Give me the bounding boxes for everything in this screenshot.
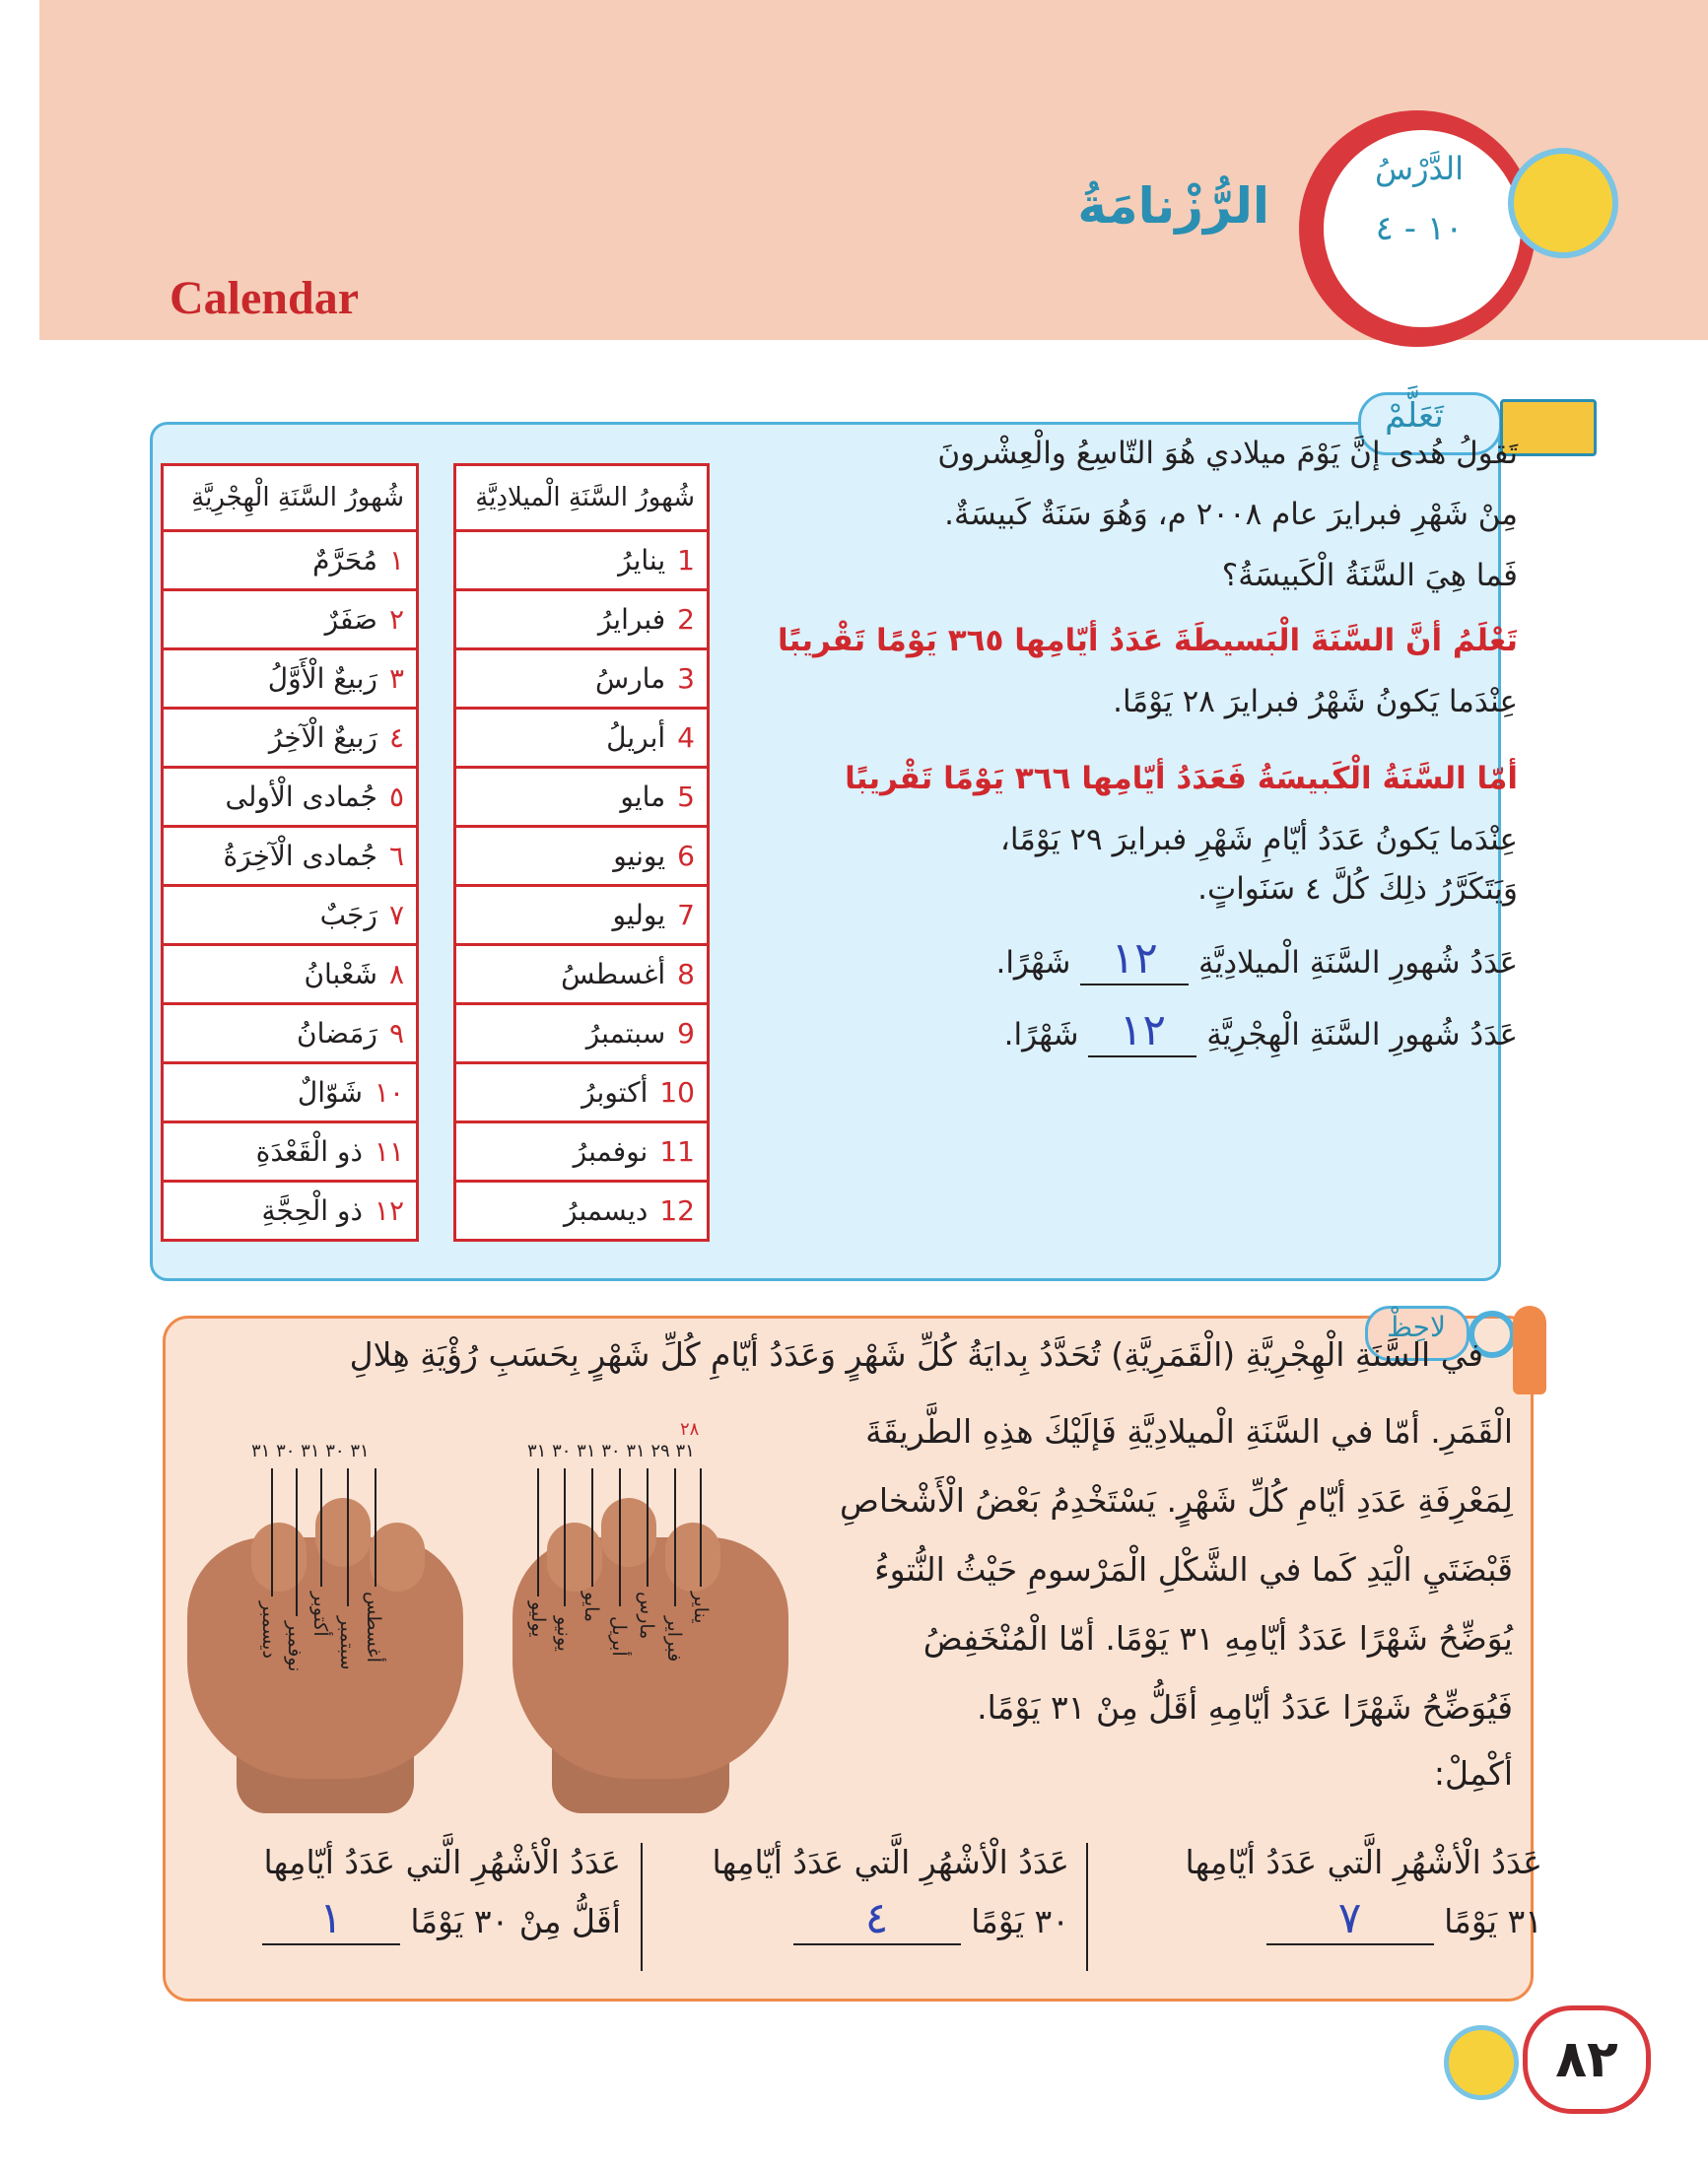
table-row: ٦جُمادى الْآخِرَةُ <box>163 827 418 886</box>
hijri-count-line <box>1004 1005 1518 1057</box>
left-knuckle <box>370 1523 425 1592</box>
lesson-number: ١٠ - ٤ <box>1375 209 1464 248</box>
hijri-count-prompt: عَدَدُ شُهورِ السَّنَةِ الْهِجْرِيَّةِ <box>1206 1017 1518 1053</box>
left-knuckle <box>315 1498 371 1567</box>
table-row: 1ينايرُ <box>455 531 709 590</box>
column-divider <box>641 1843 643 1971</box>
left-hand-days: ٣١ ٣٠ ٣١ ٣٠ ٣١ <box>251 1441 370 1461</box>
table-row: 8أغسطسُ <box>455 945 709 1004</box>
gregorian-count-prompt: عَدَدُ شُهورِ السَّنَةِ الْميلادِيَّةِ <box>1198 945 1518 981</box>
gregorian-months-table <box>453 463 710 1242</box>
page-number: ٨٢ <box>1523 2005 1651 2114</box>
notice-line: الْقَمَرِ. أمّا في السَّنَةِ الْميلادِيَّةِ فَإلَيْكَ هذِهِ الطَّريقَةَ <box>865 1412 1513 1451</box>
hijri-count-answer: ١٢ <box>1088 1005 1196 1057</box>
table-row: ٤رَبيعٌ الْآخِرُ <box>163 709 418 768</box>
table-row: ٨شَعْبانُ <box>163 945 418 1004</box>
table-row: ١مُحَرَّمٌ <box>163 531 418 590</box>
person-icon <box>1513 1306 1546 1394</box>
complete-prompt: عَدَدُ الْأشْهُرِ الَّتي عَدَدُ أيّامِها <box>1185 1843 1542 1881</box>
right-hand-month: يناير <box>690 1592 712 1624</box>
alarm-clock-icon <box>1444 2025 1519 2100</box>
right-hand-arrow <box>700 1468 702 1587</box>
table-row: 5مايو <box>455 768 709 827</box>
right-hand-month: فبراير <box>663 1616 685 1663</box>
right-hand-arrow <box>674 1468 676 1606</box>
right-hand-month: يوليو <box>527 1601 549 1638</box>
table-row: ٣رَبيعٌ الْأَوَّلُ <box>163 649 418 709</box>
gregorian-table-header: شُهورُ السَّنَةِ الْميلادِيَّةِ <box>455 465 709 531</box>
learn-line: وَيَتَكَرَّرُ ذلِكَ كُلَّ ٤ سَنَواتٍ. <box>1197 871 1518 907</box>
complete-31-days <box>1094 1843 1542 1945</box>
hijri-months-table <box>161 463 419 1242</box>
table-row: 3مارسُ <box>455 649 709 709</box>
notice-line: قَبْضَتَيِ الْيَدِ كَما في الشَّكْلِ الْمَرْسومِ حَيْثُ النُّتوءُ <box>874 1550 1513 1589</box>
table-row: 10أكتوبرُ <box>455 1063 709 1122</box>
lesson-title-ar: الرُّزْنامَةُ <box>1077 177 1269 235</box>
column-divider <box>1086 1843 1088 1971</box>
learn-line: فَما هِيَ السَّنَةُ الْكَبيسَةُ؟ <box>1221 558 1518 593</box>
notice-line: فَيُوَضِّحُ شَهْرًا عَدَدُ أيّامِهِ أقَلُّ مِنْ ٣١ يَوْمًا. <box>977 1688 1513 1727</box>
right-hand-arrow <box>564 1468 566 1606</box>
hijri-count-unit: شَهْرًا. <box>1003 1017 1079 1053</box>
learn-line-highlight: أمّا السَّنَةُ الْكَبيسَةُ فَعَدَدُ أيّامِها ٣٦٦ يَوْمًا تَقْريبًا <box>845 761 1518 796</box>
gregorian-count-answer: ١٢ <box>1080 933 1189 985</box>
table-row: 9سبتمبرُ <box>455 1004 709 1063</box>
right-hand-month: يونيو <box>553 1616 575 1652</box>
learn-line: عِنْدَما يَكونُ عَدَدُ أيّامِ شَهْرِ فبرايرَ ٢٩ يَوْمًا، <box>999 822 1518 857</box>
left-hand-month: ديسمبر <box>258 1601 280 1659</box>
gregorian-count-unit: شَهْرًا. <box>995 945 1071 981</box>
table-row: ١١ذو الْقَعْدَةِ <box>163 1122 418 1182</box>
left-hand-arrow <box>375 1468 376 1587</box>
complete-prompt: عَدَدُ الْأشْهُرِ الَّتي عَدَدُ أيّامِها <box>712 1843 1069 1881</box>
feb-alt-days: ٢٨ <box>680 1419 700 1440</box>
right-hand-month: أبريل <box>608 1616 630 1657</box>
right-knuckle <box>547 1523 602 1592</box>
right-hand-days: ٣١ ٢٩ ٣١ ٣٠ ٣١ ٣٠ ٣١ <box>527 1441 695 1461</box>
right-hand-arrow <box>647 1468 649 1587</box>
notice-line: في السَّنَةِ الْهِجْرِيَّةِ (الْقَمَرِيَّةِ) تُحَدَّدُ بِدايَةُ كُلِّ شَهْرٍ وَعَدَدُ أيّامِ كُلِّ شَهْرٍ بِحَسَبِ رُؤْيَةِ هِلالِ <box>349 1335 1483 1374</box>
left-hand-month: سبتمبر <box>336 1616 358 1670</box>
notice-line: يُوَضِّحُ شَهْرًا عَدَدُ أيّامِهِ ٣١ يَوْمًا. أمّا الْمُنْخَفِضُ <box>922 1619 1513 1658</box>
answer-31-days: ٧ <box>1266 1893 1434 1945</box>
left-hand-month: نوفمبر <box>284 1621 306 1672</box>
right-hand-arrow <box>537 1468 539 1596</box>
table-row: 6يونيو <box>455 827 709 886</box>
complete-instruction: أكْمِلْ: <box>1433 1754 1513 1793</box>
learn-tab-label: تَعَلَّمْ <box>1385 396 1444 436</box>
left-hand-arrow <box>320 1468 322 1587</box>
notice-tab-label: لاحِظْ <box>1387 1311 1446 1343</box>
learn-line: مِنْ شَهْرِ فبرايرَ عام ٢٠٠٨ م، وَهُوَ سَنَةٌ كَبيسَةٌ. <box>944 497 1518 532</box>
table-row: ١٠شَوّالٌ <box>163 1063 418 1122</box>
right-hand-month: مارس <box>636 1592 657 1640</box>
complete-prompt: عَدَدُ الْأشْهُرِ الَّتي عَدَدُ أيّامِها <box>263 1843 621 1881</box>
left-hand-arrow <box>271 1468 273 1596</box>
left-hand-arrow <box>296 1468 298 1616</box>
table-row: ٢صَفَرٌ <box>163 590 418 649</box>
table-row: 4أبريلُ <box>455 709 709 768</box>
complete-answer-line: ٣١ يَوْمًا ٧ <box>1094 1893 1542 1945</box>
gregorian-count-line <box>995 933 1518 985</box>
left-hand-arrow <box>347 1468 349 1606</box>
learn-line: تَقولُ هُدى إنَّ يَوْمَ ميلادي هُوَ التّاسِعُ والْعِشْرونَ <box>937 436 1518 471</box>
right-hand-month: مايو <box>581 1592 602 1623</box>
right-hand-arrow <box>591 1468 593 1587</box>
table-row: ٥جُمادى الْأولى <box>163 768 418 827</box>
complete-answer-line: ٣٠ يَوْمًا ٤ <box>670 1893 1069 1945</box>
hijri-table-header: شُهورُ السَّنَةِ الْهِجْرِيَّةِ <box>163 465 418 531</box>
complete-under-30-days <box>237 1843 621 1945</box>
left-hand-month: أكتوبر <box>309 1592 331 1637</box>
table-row: 11نوفمبرُ <box>455 1122 709 1182</box>
table-row: 7يوليو <box>455 886 709 945</box>
left-knuckle <box>251 1523 307 1592</box>
left-hand-month: أغسطس <box>363 1592 384 1663</box>
alarm-clock-icon <box>1508 148 1618 258</box>
answer-30-days: ٤ <box>793 1893 961 1945</box>
table-row: 2فبرايرُ <box>455 590 709 649</box>
complete-30-days <box>670 1843 1069 1945</box>
notice-line: لِمَعْرِفَةِ عَدَدِ أيّامِ كُلِّ شَهْرٍ. يَسْتَخْدِمُ بَعْضُ الْأَشْخاصِ <box>839 1481 1513 1520</box>
table-row: ٩رَمَضانُ <box>163 1004 418 1063</box>
table-row: ٧رَجَبٌ <box>163 886 418 945</box>
learn-line: عِنْدَما يَكونُ شَهْرُ فبرايرَ ٢٨ يَوْمًا. <box>1113 684 1518 719</box>
answer-under-30-days: ١ <box>262 1893 400 1945</box>
lesson-label: الدَّرْسُ <box>1375 150 1464 187</box>
lesson-title-en: Calendar <box>170 272 359 324</box>
table-row: 12ديسمبرُ <box>455 1182 709 1241</box>
learn-line-highlight: تَعْلَمُ أنَّ السَّنَةَ الْبَسيطَةَ عَدَدُ أيّامِها ٣٦٥ يَوْمًا تَقْريبًا <box>778 623 1518 658</box>
complete-answer-line: أقَلُّ مِنْ ٣٠ يَوْمًا ١ <box>237 1893 621 1945</box>
right-hand-arrow <box>619 1468 621 1606</box>
table-row: ١٢ذو الْحِجَّةِ <box>163 1182 418 1241</box>
